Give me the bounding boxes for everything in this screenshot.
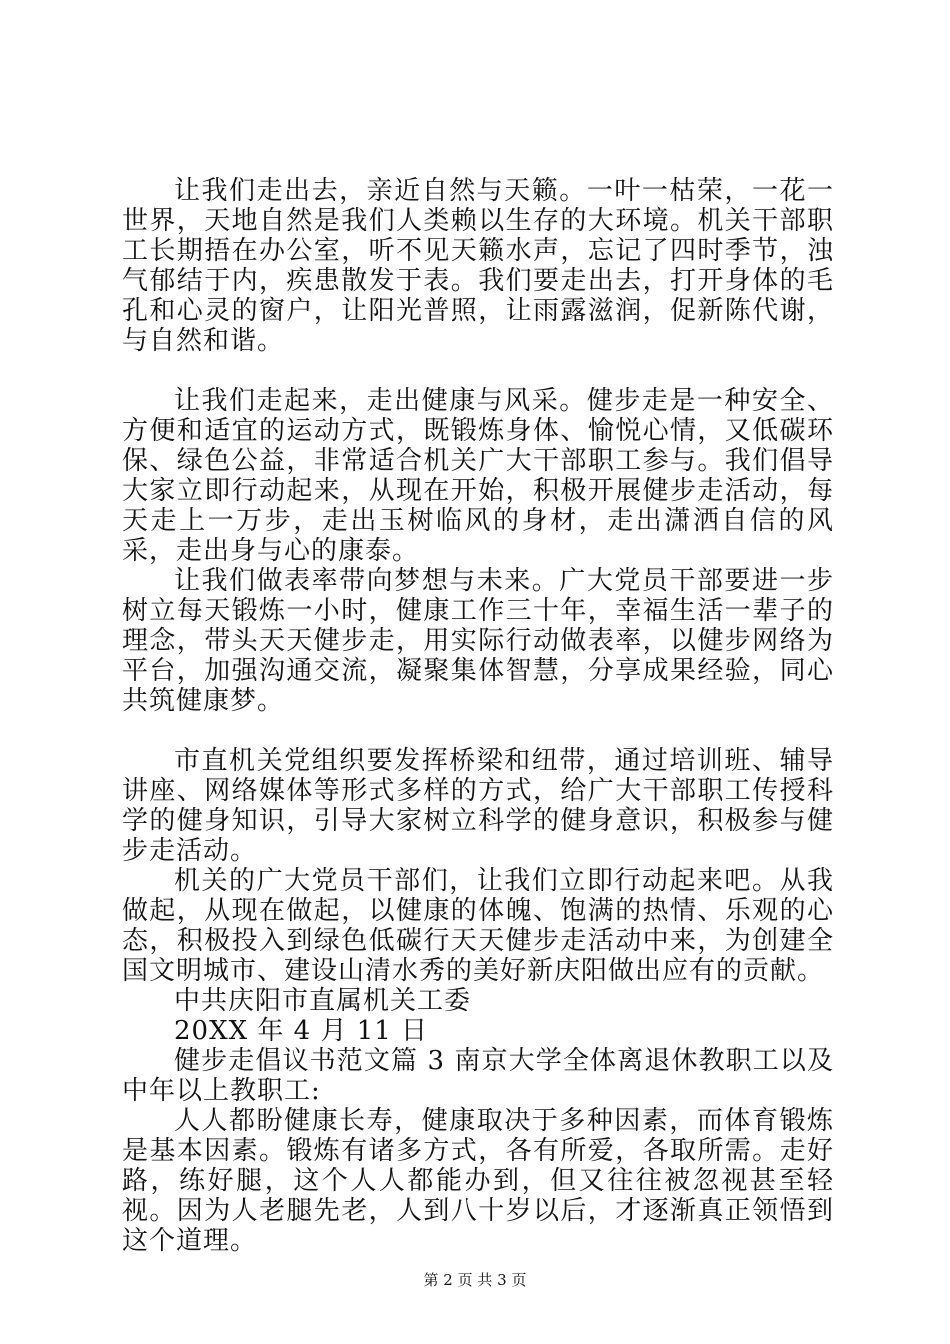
paragraph-gap bbox=[122, 716, 834, 746]
document-body bbox=[122, 176, 834, 1256]
paragraph-call-to-action: 机关的广大党员干部们，让我们立即行动起来吧。从我做起，从现在做起，以健康的体魄、饱满的热情、乐观的心态，积极投入到绿色低碳行天天健步走活动中来，为创建全国文明城市、建设山清水秀的美好新庆阳做出应有的贡献。 bbox=[122, 866, 834, 986]
paragraph-organization: 市直机关党组织要发挥桥梁和纽带，通过培训班、辅导讲座、网络媒体等形式多样的方式，给广大干部职工传授科学的健身知识，引导大家树立科学的健身意识，积极参与健步走活动。 bbox=[122, 746, 834, 866]
signature-date: 20XX 年 4 月 11 日 bbox=[174, 1016, 429, 1046]
paragraph-walking: 让我们走起来，走出健康与风采。健步走是一种安全、方便和适宜的运动方式，既锻炼身体、愉悦心情，又低碳环保、绿色公益，非常适合机关广大干部职工参与。我们倡导大家立即行动起来，从现在开始，积极开展健步走活动，每天走上一万步，走出玉树临风的身材，走出潇洒自信的风采，走出身与心的康泰。 bbox=[122, 386, 834, 566]
paragraph-nature: 让我们走出去，亲近自然与天籁。一叶一枯荣，一花一世界，天地自然是我们人类赖以生存的大环境。机关干部职工长期捂在办公室，听不见天籁水声，忘记了四时季节，浊气郁结于内，疾患散发于表。我们要走出去，打开身体的毛孔和心灵的窗户，让阳光普照，让雨露滋润，促新陈代谢，与自然和谐。 bbox=[122, 176, 834, 356]
paragraph-gap bbox=[122, 356, 834, 386]
signature-organization: 中共庆阳市直属机关工委 bbox=[174, 986, 472, 1016]
paragraph-example: 让我们做表率带向梦想与未来。广大党员干部要进一步树立每天锻炼一小时，健康工作三十年，幸福生活一辈子的理念，带头天天健步走，用实际行动做表率，以健步网络为平台，加强沟通交流，凝聚集体智慧，分享成果经验，同心共筑健康梦。 bbox=[122, 566, 834, 716]
page-footer: 第 2 页 共 3 页 bbox=[423, 1271, 527, 1289]
paragraph-health: 人人都盼健康长寿，健康取决于多种因素，而体育锻炼是基本因素。锻炼有诸多方式，各有所爱，各取所需。走好路，练好腿，这个人人都能办到，但又往往被忽视甚至轻视。因为人老腿先老，人到八十岁以后，才逐渐真正领悟到这个道理。 bbox=[122, 1106, 834, 1256]
paragraph-section-title: 健步走倡议书范文篇 3 南京大学全体离退休教职工以及中年以上教职工: bbox=[122, 1046, 834, 1106]
